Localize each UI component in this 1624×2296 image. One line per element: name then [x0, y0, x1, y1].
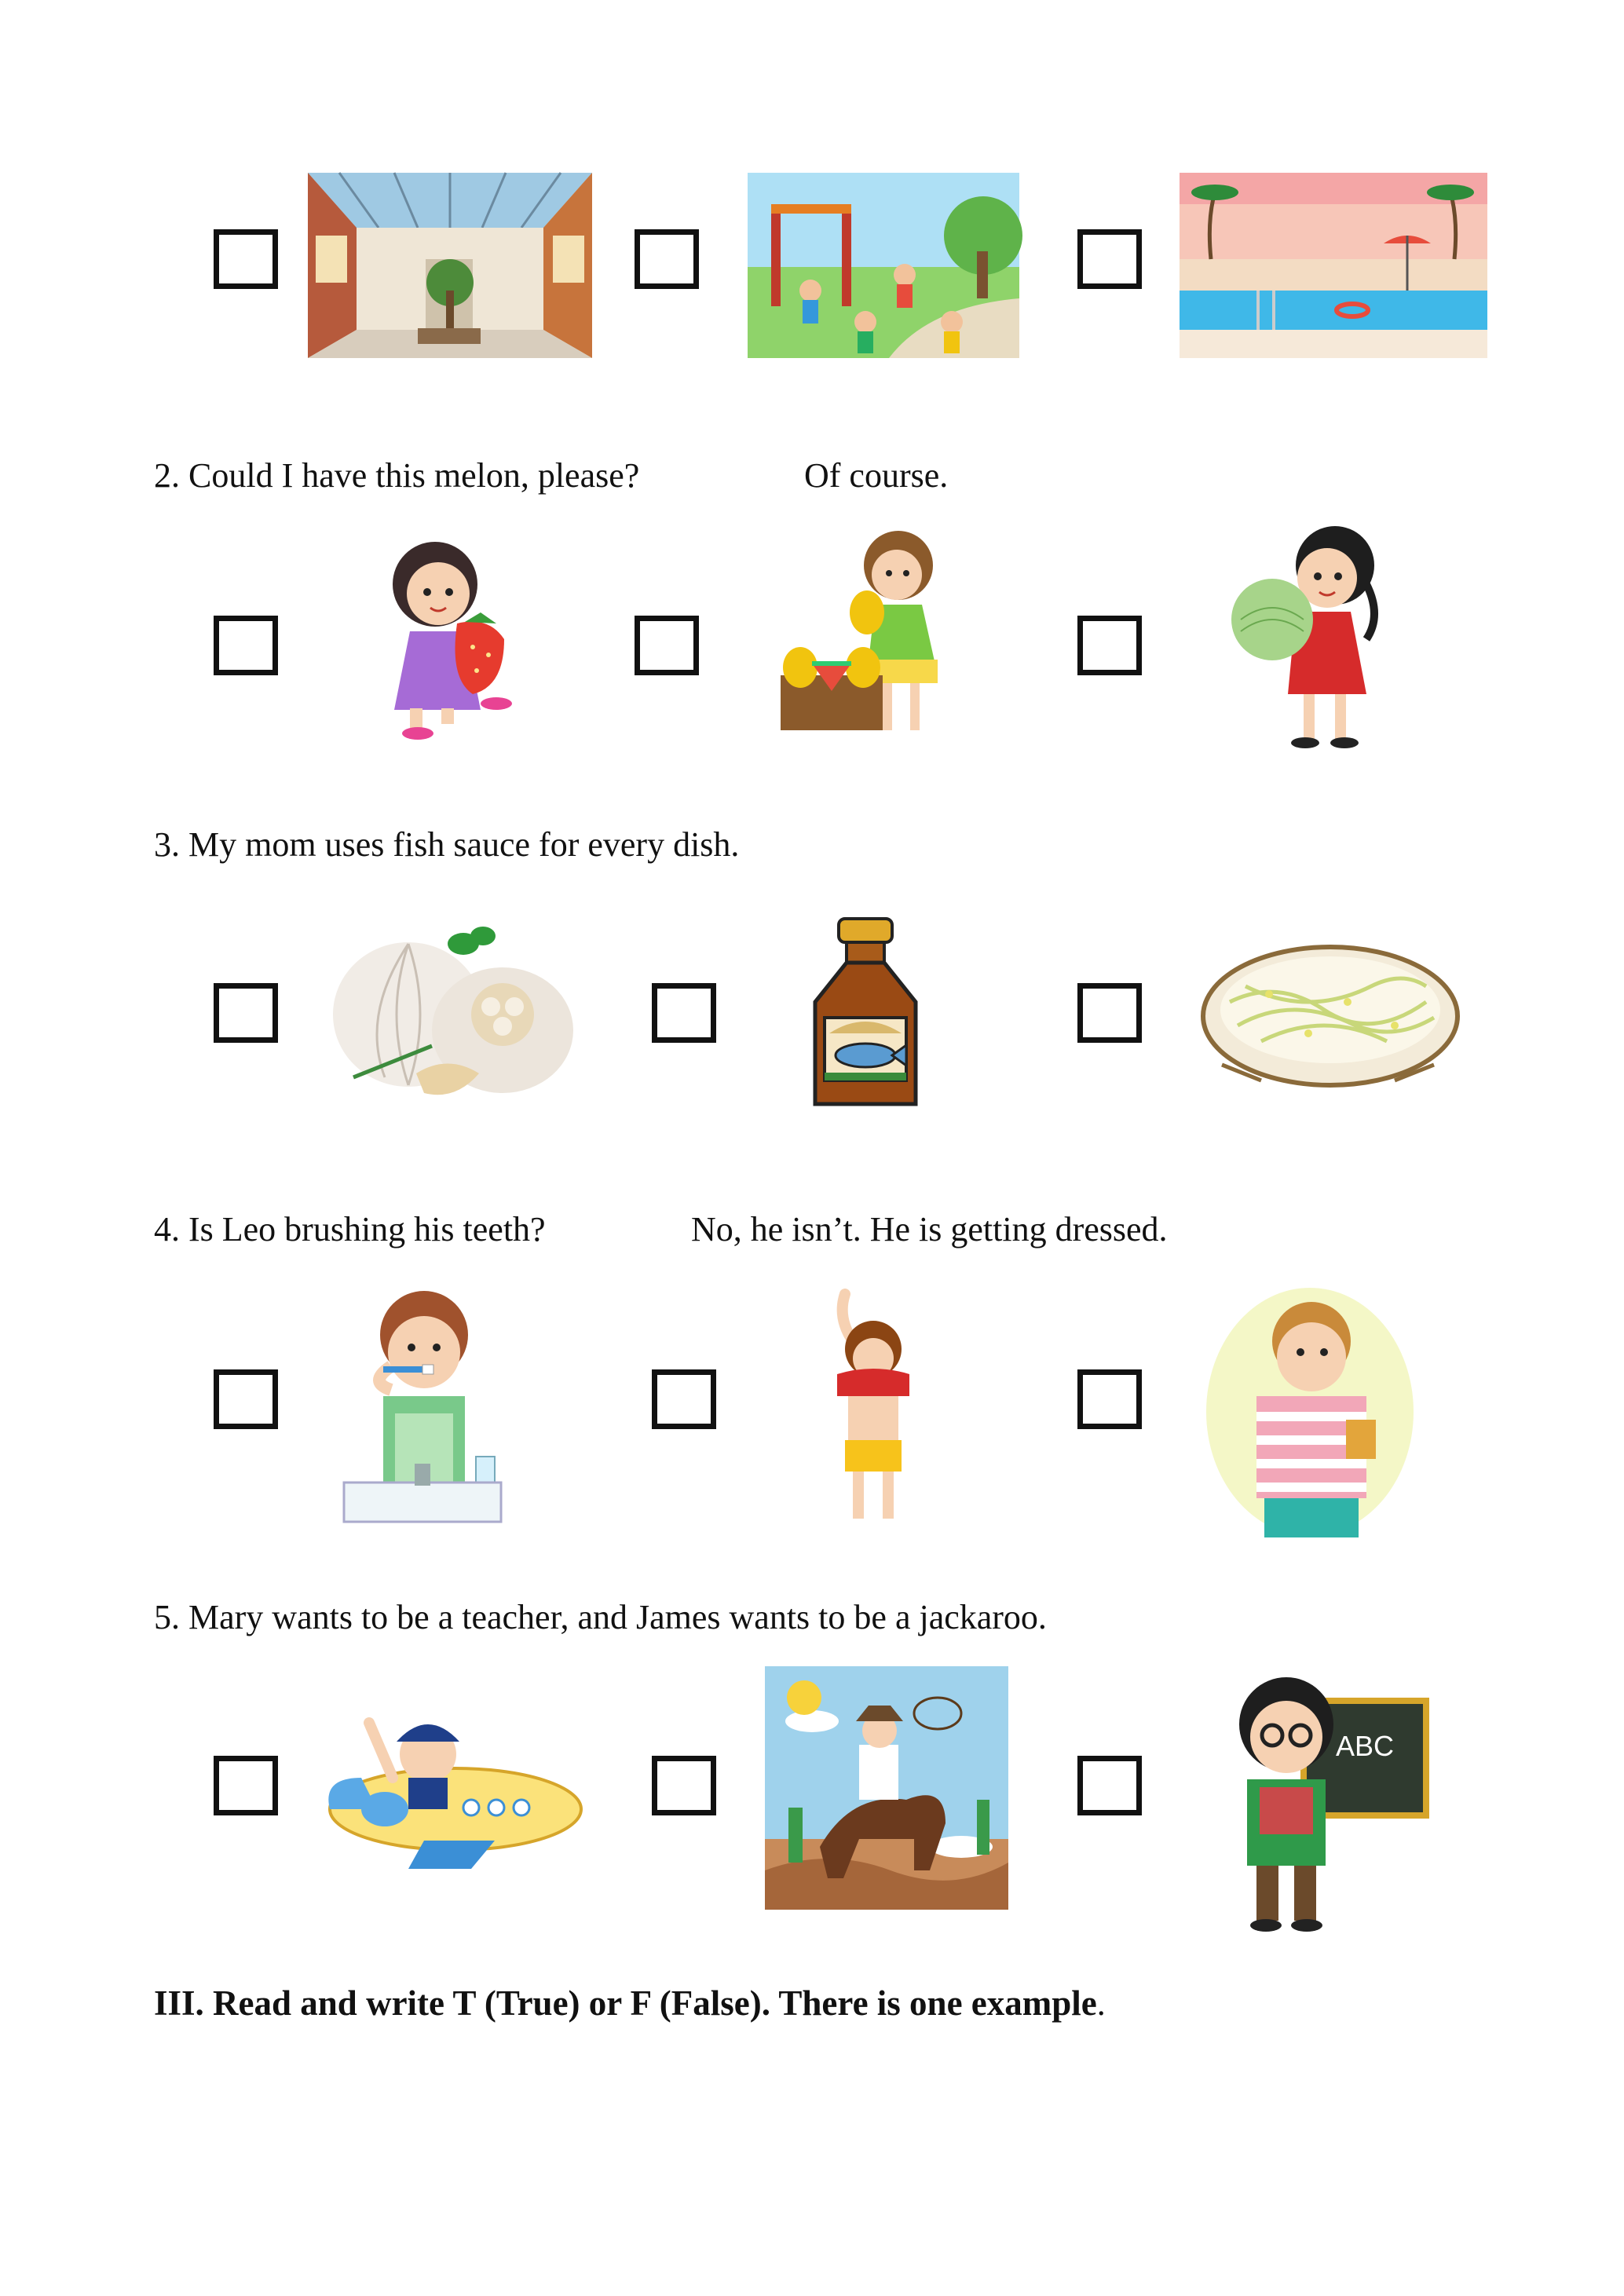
question-text: My mom uses fish sauce for every dish.: [188, 825, 740, 864]
question-number: 2.: [154, 456, 180, 495]
checkbox-q1-c[interactable]: [1077, 229, 1142, 289]
checkbox-q3-b[interactable]: [652, 983, 716, 1043]
section-3-title: III. Read and write T (True) or F (False). There is one example: [154, 1983, 1097, 2023]
checkbox-q5-b[interactable]: [652, 1756, 716, 1815]
question-number: 5.: [154, 1598, 180, 1636]
playground-image: [748, 173, 1019, 358]
boy-brushing-teeth-image: [336, 1288, 509, 1528]
bean-sprouts-image: [1198, 931, 1462, 1093]
fish-sauce-bottle-image: [806, 916, 925, 1117]
question-2: [154, 455, 639, 496]
question-text: Could I have this melon, please?: [188, 456, 640, 495]
section-3-period: .: [1096, 1984, 1106, 2023]
garlic-image: [322, 920, 583, 1109]
checkbox-q5-c[interactable]: [1077, 1756, 1142, 1815]
checkbox-q2-c[interactable]: [1077, 616, 1142, 675]
question-number: 3.: [154, 825, 180, 864]
section-3-heading: [154, 1982, 1106, 2024]
pilot-image: [314, 1691, 583, 1874]
boy-getting-dressed-image: [821, 1286, 920, 1526]
checkbox-q4-c[interactable]: [1077, 1369, 1142, 1429]
question-3: [154, 824, 739, 865]
girl-strawberry-image: [363, 537, 545, 743]
board-text: ABC: [1335, 1730, 1395, 1762]
checkbox-q2-a[interactable]: [214, 616, 278, 675]
girl-melon-image: [1217, 521, 1399, 751]
question-2-answer: Of course.: [804, 456, 949, 495]
girl-fruit-basket-image: [765, 526, 988, 743]
checkbox-q4-b[interactable]: [652, 1369, 716, 1429]
checkbox-q1-a[interactable]: [214, 229, 278, 289]
checkbox-q5-a[interactable]: [214, 1756, 278, 1815]
question-5: [154, 1597, 1047, 1638]
checkbox-q1-b[interactable]: [635, 229, 699, 289]
teacher-image: [1219, 1669, 1429, 1933]
question-number: 4.: [154, 1210, 180, 1249]
question-4-answer: No, he isn’t. He is getting dressed.: [691, 1210, 1168, 1249]
checkbox-q3-a[interactable]: [214, 983, 278, 1043]
jackaroo-image: [765, 1666, 1008, 1910]
checkbox-q4-a[interactable]: [214, 1369, 278, 1429]
checkbox-q2-b[interactable]: [635, 616, 699, 675]
swimming-pool-image: [1180, 173, 1487, 358]
question-4: [154, 1209, 546, 1250]
shopping-mall-image: [308, 173, 592, 358]
checkbox-q3-c[interactable]: [1077, 983, 1142, 1043]
question-text: Is Leo brushing his teeth?: [188, 1210, 546, 1249]
boy-eating-image: [1202, 1286, 1414, 1542]
question-text: Mary wants to be a teacher, and James wants to be a jackaroo.: [188, 1598, 1047, 1636]
